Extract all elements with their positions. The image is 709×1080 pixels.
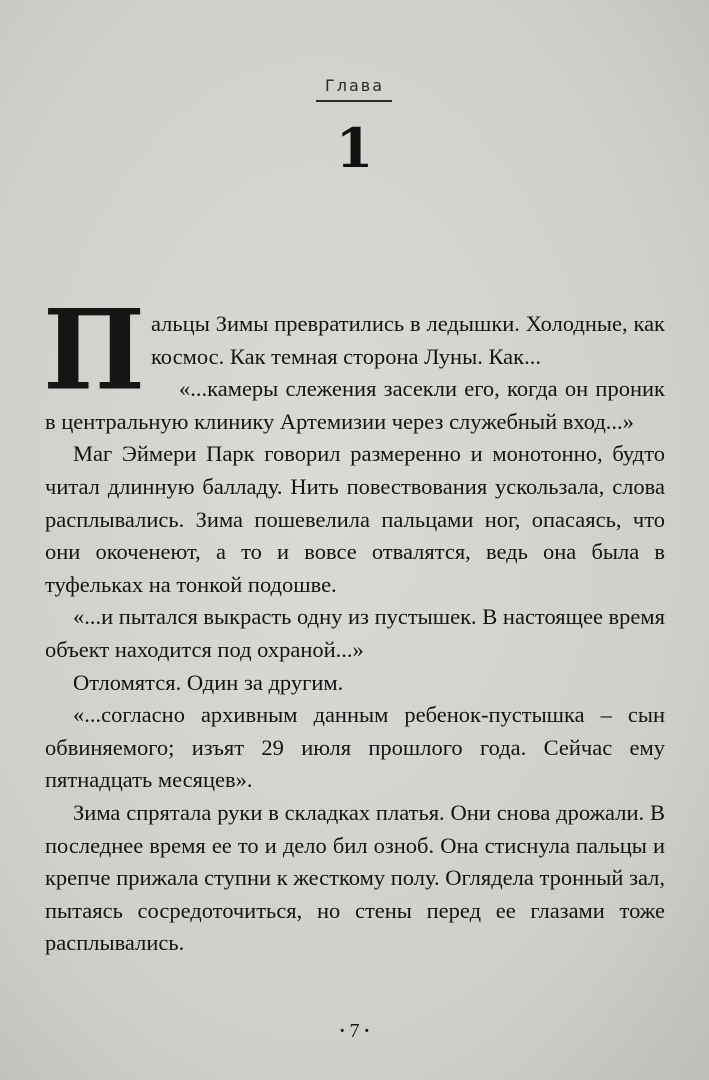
page-number-footer xyxy=(0,1020,709,1043)
chapter-number: 1 xyxy=(335,116,374,180)
chapter-label: Глава xyxy=(324,76,385,95)
drop-cap: П xyxy=(43,286,145,416)
chapter-text xyxy=(43,286,666,960)
chapter-rule xyxy=(316,100,392,102)
folio-dot-right: · xyxy=(363,1020,371,1042)
folio-dot-left: · xyxy=(338,1020,346,1042)
paragraph-5: Отломятся. Один за другим. xyxy=(73,669,344,695)
paragraph-3: Маг Эймери Парк говорил размеренно и монотонно, будто читал длинную балладу. Нить повествования ускользала, слова расплывались. Зима пошевелила пальцами ног, опасаясь, что они окоченеют, а то и вовсе отвалятся, ведь она была в туфельках на тонкой подошве. xyxy=(45,441,665,597)
paragraph-7: Зима спрятала руки в складках платья. Они снова дрожали. В последнее время ее то и дело бил озноб. Она стиснула пальцы и крепче прижала ступни к жесткому полу. Оглядела тронный зал, пытаясь сосредоточиться, но стены перед ее глазами тоже расплывались. xyxy=(45,799,665,956)
page-number: 7 xyxy=(349,1020,360,1042)
paragraph-2: «...камеры слежения засекли его, когда он проник в центральную клинику Артемизии через служебный вход...» xyxy=(45,376,665,434)
paragraph-6: «...согласно архивным данным ребенок-пустышка – сын обвиняемого; изъят 29 июля прошлого года. Сейчас ему пятнадцать месяцев». xyxy=(45,702,665,793)
paragraph-4: «...и пытался выкрасть одну из пустышек. В настоящее время объект находится под охраной...» xyxy=(45,604,666,662)
paragraph-1-text: альцы Зимы превратились в ледышки. Холодные, как космос. Как темная сторона Луны. Как... xyxy=(151,311,665,369)
